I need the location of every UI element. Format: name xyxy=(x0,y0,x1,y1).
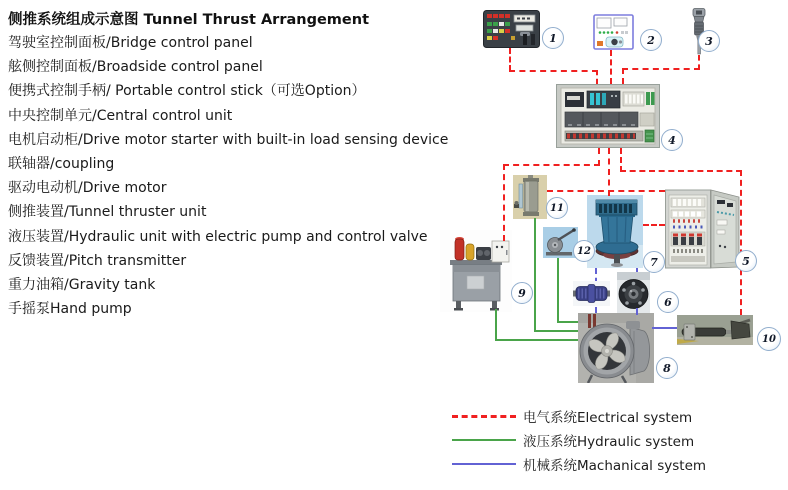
drive-motor-starter-image xyxy=(665,188,743,270)
electrical-line-segment xyxy=(620,170,742,172)
electrical-line-segment xyxy=(596,70,598,84)
electrical-line-sample xyxy=(452,415,516,418)
hydraulic-line-segment xyxy=(495,339,578,341)
electrical-line-segment xyxy=(622,68,700,70)
device-badge-11 xyxy=(546,197,568,219)
legend-label: 机械系统Machanical system xyxy=(523,458,707,474)
device-badge-2 xyxy=(640,29,662,51)
gravity-tank-image xyxy=(513,175,547,219)
list-item: 手摇泵Hand pump xyxy=(8,301,132,318)
badge-number: 5 xyxy=(742,254,750,268)
central-control-unit-image xyxy=(556,84,660,148)
list-item: 联轴器/coupling xyxy=(8,156,115,173)
legend-row-electrical xyxy=(452,404,706,428)
drive-motor-image xyxy=(587,195,643,268)
badge-number: 1 xyxy=(549,31,557,45)
broadside-control-panel-image xyxy=(593,14,634,50)
badge-number: 3 xyxy=(705,34,713,48)
device-badge-8 xyxy=(656,357,678,379)
flange-coupling-image xyxy=(617,272,650,314)
pitch-transmitter-image xyxy=(677,315,753,345)
badge-number: 2 xyxy=(647,33,655,47)
badge-number: 10 xyxy=(762,333,776,345)
legend-row-mechanical xyxy=(452,452,706,476)
list-item: 便携式控制手柄/ Portable control stick（可选Option） xyxy=(8,83,366,100)
badge-number: 7 xyxy=(650,255,658,269)
list-item: 侧推装置/Tunnel thruster unit xyxy=(8,204,207,221)
mechanical-line-segment xyxy=(636,308,638,315)
list-item: 液压装置/Hydraulic unit with electric pump and control valve xyxy=(8,228,428,245)
legend-label: 液压系统Hydraulic system xyxy=(523,434,695,450)
device-badge-5 xyxy=(735,250,757,272)
legend-label: 电气系统Electrical system xyxy=(523,410,693,426)
list-item: 驱动电动机/Drive motor xyxy=(8,180,167,197)
mechanical-line-sample xyxy=(452,463,516,465)
hydraulic-line-segment xyxy=(534,330,578,332)
electrical-line-segment xyxy=(503,164,600,166)
device-badge-6 xyxy=(657,291,679,313)
hydraulic-line-segment xyxy=(557,321,578,323)
badge-number: 12 xyxy=(577,245,591,257)
legend-row-hydraulic xyxy=(452,428,706,452)
badge-number: 9 xyxy=(518,286,526,300)
badge-number: 6 xyxy=(664,295,672,309)
electrical-line-segment xyxy=(610,50,612,84)
badge-number: 11 xyxy=(550,202,564,214)
electrical-line-segment xyxy=(608,148,610,196)
component-list xyxy=(8,31,448,321)
page-title: 侧推系统组成示意图 Tunnel Thrust Arrangement xyxy=(8,12,370,28)
list-item: 电机启动柜/Drive motor starter with built-in load sensing device xyxy=(8,131,449,148)
tunnel-thruster-image xyxy=(578,313,654,383)
electrical-line-segment xyxy=(547,190,665,192)
hydraulic-line-segment xyxy=(534,218,536,332)
hydraulic-line-sample xyxy=(452,439,516,441)
hydraulic-unit-image xyxy=(440,230,512,312)
device-badge-3 xyxy=(698,30,720,52)
list-item: 中央控制单元/Central control unit xyxy=(8,107,233,124)
list-item: 舷侧控制面板/Broadside control panel xyxy=(8,59,263,76)
elastic-coupling-image xyxy=(573,281,610,306)
electrical-line-segment xyxy=(643,224,665,226)
hydraulic-line-segment xyxy=(495,309,497,341)
hydraulic-line-segment xyxy=(557,258,559,323)
bridge-control-panel-image xyxy=(483,10,540,48)
device-badge-4 xyxy=(661,129,683,151)
device-badge-12 xyxy=(573,240,595,262)
list-item: 驾驶室控制面板/Bridge control panel xyxy=(8,35,253,51)
mechanical-line-segment xyxy=(652,327,677,329)
badge-number: 8 xyxy=(663,361,671,375)
legend xyxy=(452,404,706,476)
electrical-line-segment xyxy=(509,48,511,71)
badge-number: 4 xyxy=(668,133,676,147)
device-badge-1 xyxy=(542,27,564,49)
electrical-line-segment xyxy=(740,170,742,315)
list-item: 重力油箱/Gravity tank xyxy=(8,277,156,294)
electrical-line-segment xyxy=(503,164,505,241)
device-badge-10 xyxy=(757,327,781,351)
device-badge-9 xyxy=(511,282,533,304)
electrical-line-segment xyxy=(620,148,622,172)
list-item: 反馈装置/Pitch transmitter xyxy=(8,252,187,269)
electrical-line-segment xyxy=(509,70,598,72)
device-badge-7 xyxy=(643,251,665,273)
electrical-line-segment xyxy=(622,68,624,84)
